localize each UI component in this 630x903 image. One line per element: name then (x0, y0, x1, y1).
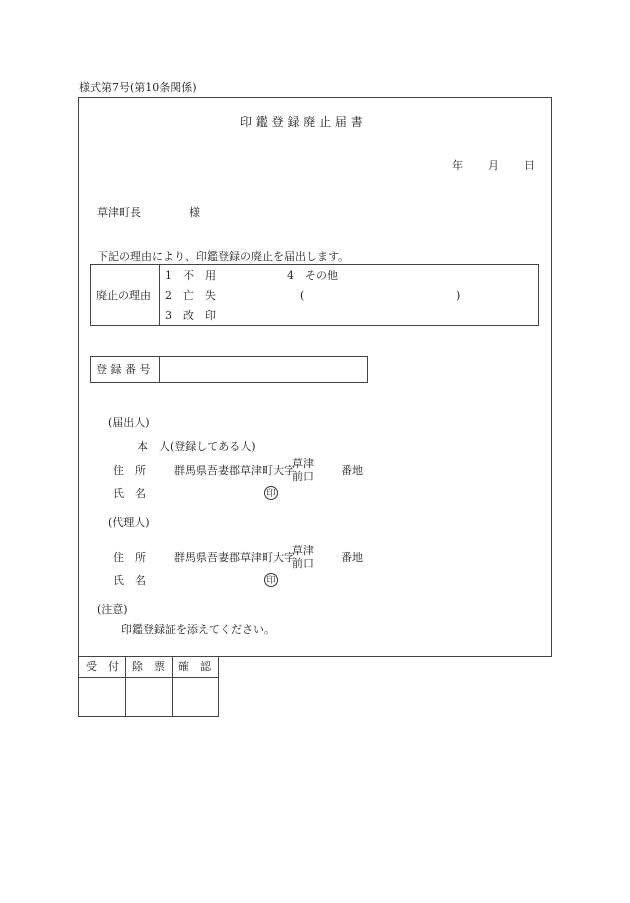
reason-table-divider (159, 264, 160, 326)
agent-seal-mark: 印 (264, 573, 278, 587)
agent-banchi-label: 番地 (341, 551, 363, 564)
reason-other-paren-close: ) (456, 289, 461, 302)
applicant-name-label: 氏 名 (113, 487, 146, 500)
reason-item-3-num: 3 (165, 309, 172, 322)
reason-item-2-num: 2 (165, 289, 172, 302)
agent-heading: (代理人) (108, 516, 150, 529)
reason-item-2-text: 亡 失 (183, 289, 216, 302)
agent-village-line1: 草津 (292, 544, 314, 557)
registration-number-label: 登 録 番 号 (96, 363, 151, 376)
date-month-label: 月 (488, 159, 499, 172)
reason-label: 廃止の理由 (96, 289, 151, 302)
date-day-label: 日 (524, 159, 535, 172)
agent-village-line2: 前口 (292, 557, 314, 570)
office-use-col-divider-1 (125, 656, 126, 717)
applicant-banchi-label: 番地 (341, 464, 363, 477)
form-title: 印 鑑 登 録 廃 止 届 書 (240, 115, 363, 129)
applicant-seal-mark: 印 (264, 486, 278, 500)
office-use-header-divider (78, 677, 219, 678)
registration-divider (159, 356, 160, 383)
agent-village-stack (292, 544, 314, 570)
agent-address-prefix: 群馬県吾妻郡草津町大字 (174, 551, 295, 564)
applicant-village-stack (292, 457, 314, 483)
intro-text: 下記の理由により、印鑑登録の廃止を届出します。 (97, 250, 350, 263)
form-number-label: 様式第7号(第10条関係) (79, 81, 197, 94)
office-confirm-header: 確 認 (178, 660, 211, 673)
date-year-label: 年 (452, 159, 463, 172)
agent-name-label: 氏 名 (113, 574, 146, 587)
reason-item-4-num: 4 (287, 269, 294, 282)
notes-heading: (注意) (97, 603, 128, 616)
addressee-name: 草津町長 (97, 206, 141, 219)
applicant-village-line2: 前口 (292, 470, 314, 483)
applicant-self-label: 本 人(登録してある人) (137, 440, 256, 453)
applicant-address-prefix: 群馬県吾妻郡草津町大字 (174, 464, 295, 477)
office-use-col-divider-2 (172, 656, 173, 717)
reason-item-1-text: 不 用 (183, 269, 216, 282)
reason-item-1-num: 1 (165, 269, 172, 282)
office-reception-header: 受 付 (86, 660, 119, 673)
applicant-address-label: 住 所 (113, 464, 146, 477)
reason-item-4-text: その他 (305, 269, 338, 282)
applicant-village-line1: 草津 (292, 457, 314, 470)
notes-text: 印鑑登録証を添えてください。 (121, 623, 275, 636)
reason-other-paren-open: ( (300, 289, 305, 302)
applicant-heading: (届出人) (108, 416, 150, 429)
office-removal-header: 除 票 (132, 660, 165, 673)
reason-item-3-text: 改 印 (183, 309, 216, 322)
agent-address-label: 住 所 (113, 551, 146, 564)
addressee-honorific: 様 (189, 206, 200, 219)
